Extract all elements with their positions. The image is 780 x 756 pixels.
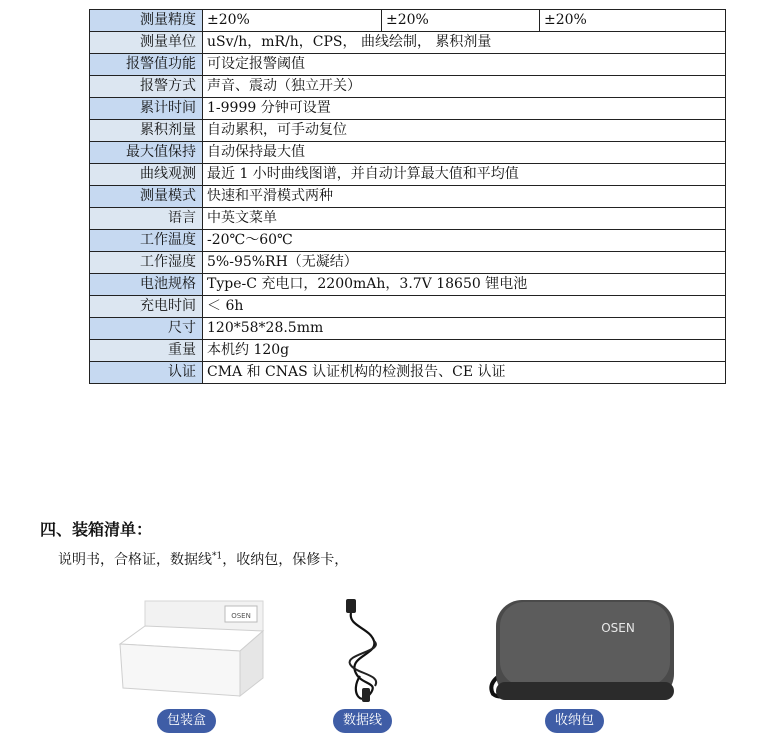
row-label: 测量单位 [90,32,203,54]
row-value: -20℃～60℃ [203,230,726,252]
row-label: 重量 [90,340,203,362]
row-value: 最近 1 小时曲线图谱，并自动计算最大值和平均值 [203,164,726,186]
case-photo [488,596,678,706]
row-label: 测量精度 [90,10,203,32]
case-logo: OSEN [601,621,635,635]
row-label: 尺寸 [90,318,203,340]
list-text: 说明书，合格证，数据线 [58,552,212,568]
table-row [90,296,726,318]
row-value: 本机约 120g [203,340,726,362]
row-label: 最大值保持 [90,142,203,164]
row-value: uSv/h，mR/h，CPS， 曲线绘制， 累积剂量 [203,32,726,54]
cell-value: ±20% [382,10,540,32]
row-label: 报警值功能 [90,54,203,76]
row-value: ＜ 6h [203,296,726,318]
row-value: 自动保持最大值 [203,142,726,164]
row-value: 120*58*28.5mm [203,318,726,340]
row-label: 报警方式 [90,76,203,98]
cell-value: ±20% [540,10,726,32]
caption-cable: 数据线 [333,709,392,733]
table-row [90,164,726,186]
table-row [90,32,726,54]
row-value: 声音、震动（独立开关） [203,76,726,98]
row-label: 电池规格 [90,274,203,296]
box-logo: OSEN [231,612,251,620]
table-row [90,340,726,362]
row-label: 测量模式 [90,186,203,208]
box-photo [115,596,275,702]
cable-photo [330,596,400,706]
row-label: 工作湿度 [90,252,203,274]
table-row [90,230,726,252]
table-row [90,10,726,32]
row-label: 工作温度 [90,230,203,252]
table-row [90,252,726,274]
table-row [90,120,726,142]
row-label: 充电时间 [90,296,203,318]
row-value: CMA 和 CNAS 认证机构的检测报告、CE 认证 [203,362,726,384]
caption-case: 收纳包 [545,709,604,733]
row-value: Type-C 充电口，2200mAh，3.7V 18650 锂电池 [203,274,726,296]
table-row [90,76,726,98]
row-value: 可设定报警阈值 [203,54,726,76]
table-row [90,142,726,164]
row-value: 快速和平滑模式两种 [203,186,726,208]
section-heading: 四、装箱清单： [40,520,153,539]
caption-box: 包装盒 [157,709,216,733]
table-row [90,274,726,296]
row-label: 语言 [90,208,203,230]
table-row [90,362,726,384]
row-label: 曲线观测 [90,164,203,186]
row-value: 自动累积，可手动复位 [203,120,726,142]
row-value: 1-9999 分钟可设置 [203,98,726,120]
list-sup: *1 [212,551,223,562]
cell-value: ±20% [203,10,382,32]
list-rest: ，收纳包，保修卡， [222,552,349,568]
table-row [90,98,726,120]
table-row [90,186,726,208]
spec-table [89,9,726,384]
table-row [90,208,726,230]
row-label: 认证 [90,362,203,384]
row-value: 中英文菜单 [203,208,726,230]
table-row [90,54,726,76]
packing-list [58,549,348,569]
row-label: 累积剂量 [90,120,203,142]
row-value: 5%-95%RH（无凝结） [203,252,726,274]
row-label: 累计时间 [90,98,203,120]
table-row [90,318,726,340]
spec-body [90,32,726,384]
